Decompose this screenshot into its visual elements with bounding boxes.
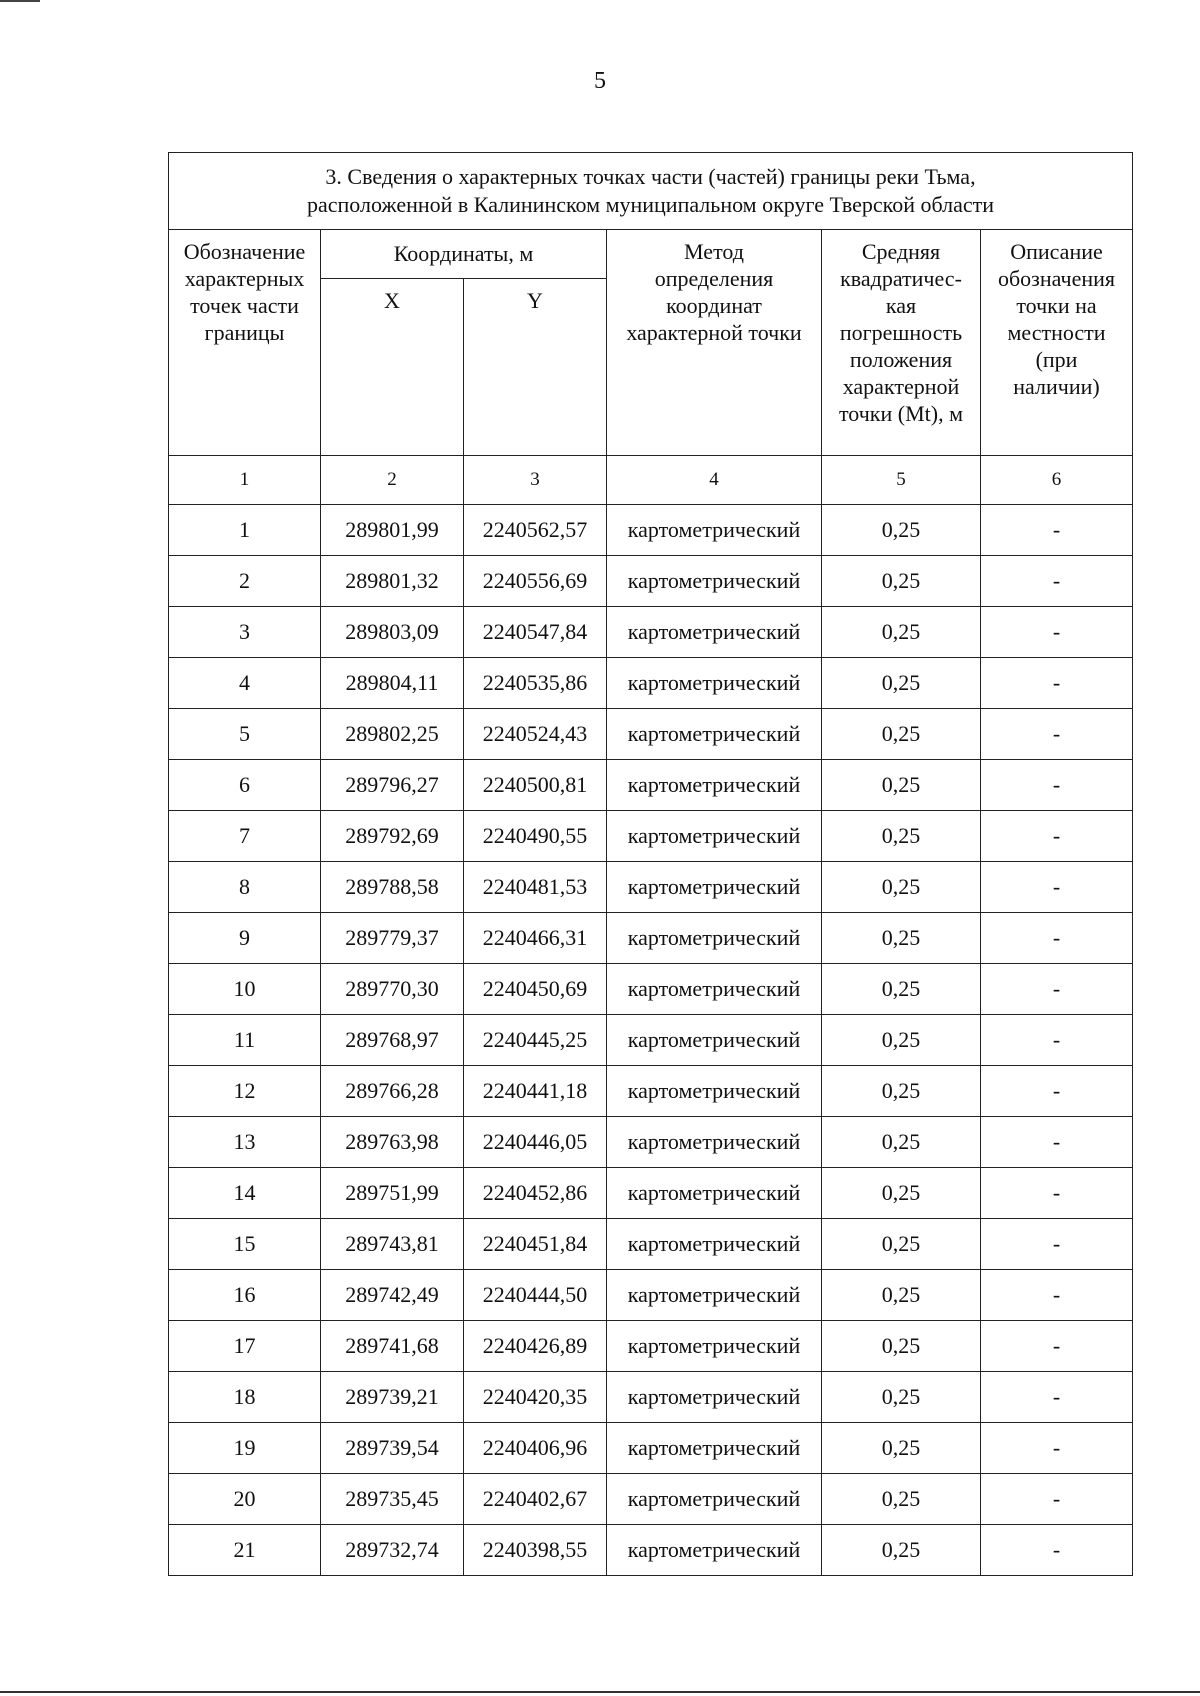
coord-y-cell: 2240398,55 xyxy=(464,1525,607,1576)
header-description-line: обозначения xyxy=(997,266,1116,291)
description-cell: - xyxy=(981,1372,1133,1423)
column-number: 6 xyxy=(981,456,1133,505)
coord-x-cell: 289732,74 xyxy=(321,1525,464,1576)
point-number-cell: 8 xyxy=(169,862,321,913)
coord-y-cell: 2240452,86 xyxy=(464,1168,607,1219)
mean-error-cell: 0,25 xyxy=(822,1525,981,1576)
header-method-line: координат xyxy=(666,293,762,318)
coord-y-cell: 2240466,31 xyxy=(464,913,607,964)
header-description-line: (при xyxy=(1035,347,1078,372)
description-cell: - xyxy=(981,1474,1133,1525)
description-cell: - xyxy=(981,1015,1133,1066)
mean-error-cell: 0,25 xyxy=(822,811,981,862)
method-cell: картометрический xyxy=(607,1321,822,1372)
table-row xyxy=(169,1321,1133,1372)
table-row xyxy=(169,1372,1133,1423)
table-row xyxy=(169,1117,1133,1168)
table-row xyxy=(169,964,1133,1015)
table-caption-line-2: расположенной в Калининском муниципальном округе Тверской области xyxy=(306,192,995,217)
table-row xyxy=(169,1474,1133,1525)
coord-y-cell: 2240535,86 xyxy=(464,658,607,709)
mean-error-cell: 0,25 xyxy=(822,913,981,964)
description-cell: - xyxy=(981,505,1133,556)
mean-error-cell: 0,25 xyxy=(822,1321,981,1372)
header-designation-line: Обозначение xyxy=(183,239,306,264)
point-number-cell: 17 xyxy=(169,1321,321,1372)
table-row xyxy=(169,607,1133,658)
point-number-cell: 2 xyxy=(169,556,321,607)
method-cell: картометрический xyxy=(607,1525,822,1576)
coord-x-cell: 289735,45 xyxy=(321,1474,464,1525)
method-cell: картометрический xyxy=(607,1474,822,1525)
header-error-line: точки (Mt), м xyxy=(838,401,964,426)
header-method xyxy=(607,230,822,456)
point-number-cell: 3 xyxy=(169,607,321,658)
description-cell: - xyxy=(981,1423,1133,1474)
description-cell: - xyxy=(981,1219,1133,1270)
column-number: 1 xyxy=(169,456,321,505)
header-coordinates: Координаты, м xyxy=(321,230,607,279)
mean-error-cell: 0,25 xyxy=(822,709,981,760)
point-number-cell: 16 xyxy=(169,1270,321,1321)
point-number-cell: 15 xyxy=(169,1219,321,1270)
header-description-line: местности xyxy=(1007,320,1106,345)
method-cell: картометрический xyxy=(607,658,822,709)
coord-y-cell: 2240562,57 xyxy=(464,505,607,556)
header-description-line: наличии) xyxy=(1013,374,1100,399)
coord-x-cell: 289801,32 xyxy=(321,556,464,607)
table-row xyxy=(169,913,1133,964)
method-cell: картометрический xyxy=(607,913,822,964)
method-cell: картометрический xyxy=(607,556,822,607)
method-cell: картометрический xyxy=(607,505,822,556)
coord-x-cell: 289739,54 xyxy=(321,1423,464,1474)
header-error-line: погрешность xyxy=(839,320,963,345)
mean-error-cell: 0,25 xyxy=(822,658,981,709)
header-error-line: Средняя xyxy=(861,239,941,264)
description-cell: - xyxy=(981,811,1133,862)
point-number-cell: 10 xyxy=(169,964,321,1015)
description-cell: - xyxy=(981,1117,1133,1168)
table-row xyxy=(169,556,1133,607)
coord-x-cell: 289802,25 xyxy=(321,709,464,760)
table-caption xyxy=(169,153,1133,230)
coord-y-cell: 2240451,84 xyxy=(464,1219,607,1270)
point-number-cell: 13 xyxy=(169,1117,321,1168)
description-cell: - xyxy=(981,913,1133,964)
point-number-cell: 9 xyxy=(169,913,321,964)
column-numbers-row xyxy=(169,456,1133,505)
coord-y-cell: 2240402,67 xyxy=(464,1474,607,1525)
description-cell: - xyxy=(981,1321,1133,1372)
mean-error-cell: 0,25 xyxy=(822,607,981,658)
coord-x-cell: 289803,09 xyxy=(321,607,464,658)
coord-x-cell: 289741,68 xyxy=(321,1321,464,1372)
column-number: 4 xyxy=(607,456,822,505)
coord-y-cell: 2240441,18 xyxy=(464,1066,607,1117)
description-cell: - xyxy=(981,556,1133,607)
coord-x-cell: 289792,69 xyxy=(321,811,464,862)
header-description-line: Описание xyxy=(1010,239,1103,264)
method-cell: картометрический xyxy=(607,760,822,811)
coord-x-cell: 289739,21 xyxy=(321,1372,464,1423)
scan-edge-top xyxy=(0,0,40,2)
description-cell: - xyxy=(981,658,1133,709)
column-number: 2 xyxy=(321,456,464,505)
method-cell: картометрический xyxy=(607,1423,822,1474)
coord-y-cell: 2240481,53 xyxy=(464,862,607,913)
table-row xyxy=(169,1423,1133,1474)
mean-error-cell: 0,25 xyxy=(822,1015,981,1066)
point-number-cell: 6 xyxy=(169,760,321,811)
mean-error-cell: 0,25 xyxy=(822,964,981,1015)
table-row xyxy=(169,811,1133,862)
mean-error-cell: 0,25 xyxy=(822,862,981,913)
table-row xyxy=(169,1168,1133,1219)
point-number-cell: 21 xyxy=(169,1525,321,1576)
coord-x-cell: 289763,98 xyxy=(321,1117,464,1168)
header-description xyxy=(981,230,1133,456)
header-error-line: квадратичес- xyxy=(840,266,962,291)
coord-x-cell: 289766,28 xyxy=(321,1066,464,1117)
mean-error-cell: 0,25 xyxy=(822,1066,981,1117)
mean-error-cell: 0,25 xyxy=(822,1372,981,1423)
coord-y-cell: 2240444,50 xyxy=(464,1270,607,1321)
header-designation-line: характерных xyxy=(184,266,305,291)
coord-y-cell: 2240490,55 xyxy=(464,811,607,862)
header-error xyxy=(822,230,981,456)
table-row xyxy=(169,1525,1133,1576)
table-row xyxy=(169,1219,1133,1270)
table-row xyxy=(169,1066,1133,1117)
coord-y-cell: 2240446,05 xyxy=(464,1117,607,1168)
mean-error-cell: 0,25 xyxy=(822,1219,981,1270)
mean-error-cell: 0,25 xyxy=(822,1270,981,1321)
method-cell: картометрический xyxy=(607,1219,822,1270)
coord-y-cell: 2240450,69 xyxy=(464,964,607,1015)
coord-y-cell: 2240406,96 xyxy=(464,1423,607,1474)
description-cell: - xyxy=(981,862,1133,913)
coord-y-cell: 2240547,84 xyxy=(464,607,607,658)
table-row xyxy=(169,1270,1133,1321)
coord-y-cell: 2240556,69 xyxy=(464,556,607,607)
header-x: X xyxy=(321,279,464,456)
coord-y-cell: 2240524,43 xyxy=(464,709,607,760)
method-cell: картометрический xyxy=(607,862,822,913)
header-method-line: Метод xyxy=(684,239,744,264)
description-cell: - xyxy=(981,709,1133,760)
method-cell: картометрический xyxy=(607,1066,822,1117)
coord-y-cell: 2240445,25 xyxy=(464,1015,607,1066)
mean-error-cell: 0,25 xyxy=(822,1474,981,1525)
point-number-cell: 1 xyxy=(169,505,321,556)
header-designation xyxy=(169,230,321,456)
mean-error-cell: 0,25 xyxy=(822,760,981,811)
description-cell: - xyxy=(981,1270,1133,1321)
mean-error-cell: 0,25 xyxy=(822,505,981,556)
description-cell: - xyxy=(981,1525,1133,1576)
coord-x-cell: 289770,30 xyxy=(321,964,464,1015)
coord-x-cell: 289768,97 xyxy=(321,1015,464,1066)
table-row xyxy=(169,658,1133,709)
method-cell: картометрический xyxy=(607,1168,822,1219)
method-cell: картометрический xyxy=(607,1117,822,1168)
coord-x-cell: 289788,58 xyxy=(321,862,464,913)
mean-error-cell: 0,25 xyxy=(822,1423,981,1474)
scan-edge-bottom xyxy=(0,1691,1200,1693)
coord-x-cell: 289804,11 xyxy=(321,658,464,709)
header-error-line: характерной xyxy=(842,374,960,399)
method-cell: картометрический xyxy=(607,1372,822,1423)
point-number-cell: 4 xyxy=(169,658,321,709)
point-number-cell: 18 xyxy=(169,1372,321,1423)
coord-x-cell: 289779,37 xyxy=(321,913,464,964)
description-cell: - xyxy=(981,1168,1133,1219)
table-row xyxy=(169,862,1133,913)
page-number: 5 xyxy=(594,68,606,94)
mean-error-cell: 0,25 xyxy=(822,1168,981,1219)
method-cell: картометрический xyxy=(607,964,822,1015)
description-cell: - xyxy=(981,1066,1133,1117)
point-number-cell: 20 xyxy=(169,1474,321,1525)
header-y: Y xyxy=(464,279,607,456)
coord-x-cell: 289751,99 xyxy=(321,1168,464,1219)
method-cell: картометрический xyxy=(607,811,822,862)
point-number-cell: 7 xyxy=(169,811,321,862)
description-cell: - xyxy=(981,760,1133,811)
table-caption-line-1: 3. Сведения о характерных точках части (частей) границы реки Тьма, xyxy=(325,164,976,189)
table-row xyxy=(169,1015,1133,1066)
point-number-cell: 19 xyxy=(169,1423,321,1474)
mean-error-cell: 0,25 xyxy=(822,556,981,607)
column-number: 5 xyxy=(822,456,981,505)
coord-x-cell: 289801,99 xyxy=(321,505,464,556)
method-cell: картометрический xyxy=(607,607,822,658)
point-number-cell: 11 xyxy=(169,1015,321,1066)
method-cell: картометрический xyxy=(607,1015,822,1066)
table-row xyxy=(169,760,1133,811)
coord-y-cell: 2240500,81 xyxy=(464,760,607,811)
header-method-line: определения xyxy=(654,266,774,291)
table-body xyxy=(169,505,1133,1576)
coord-x-cell: 289742,49 xyxy=(321,1270,464,1321)
header-error-line: положения xyxy=(849,347,953,372)
method-cell: картометрический xyxy=(607,709,822,760)
header-designation-line: точек части xyxy=(190,293,299,318)
coord-x-cell: 289743,81 xyxy=(321,1219,464,1270)
coord-y-cell: 2240420,35 xyxy=(464,1372,607,1423)
coord-y-cell: 2240426,89 xyxy=(464,1321,607,1372)
header-description-line: точки на xyxy=(1016,293,1097,318)
header-method-line: характерной точки xyxy=(626,320,802,345)
point-number-cell: 14 xyxy=(169,1168,321,1219)
boundary-points-table xyxy=(168,152,1133,1576)
table-row xyxy=(169,709,1133,760)
coord-x-cell: 289796,27 xyxy=(321,760,464,811)
header-error-line: кая xyxy=(885,293,917,318)
method-cell: картометрический xyxy=(607,1270,822,1321)
header-designation-line: границы xyxy=(204,320,285,345)
description-cell: - xyxy=(981,607,1133,658)
mean-error-cell: 0,25 xyxy=(822,1117,981,1168)
point-number-cell: 5 xyxy=(169,709,321,760)
table-row xyxy=(169,505,1133,556)
column-number: 3 xyxy=(464,456,607,505)
description-cell: - xyxy=(981,964,1133,1015)
point-number-cell: 12 xyxy=(169,1066,321,1117)
